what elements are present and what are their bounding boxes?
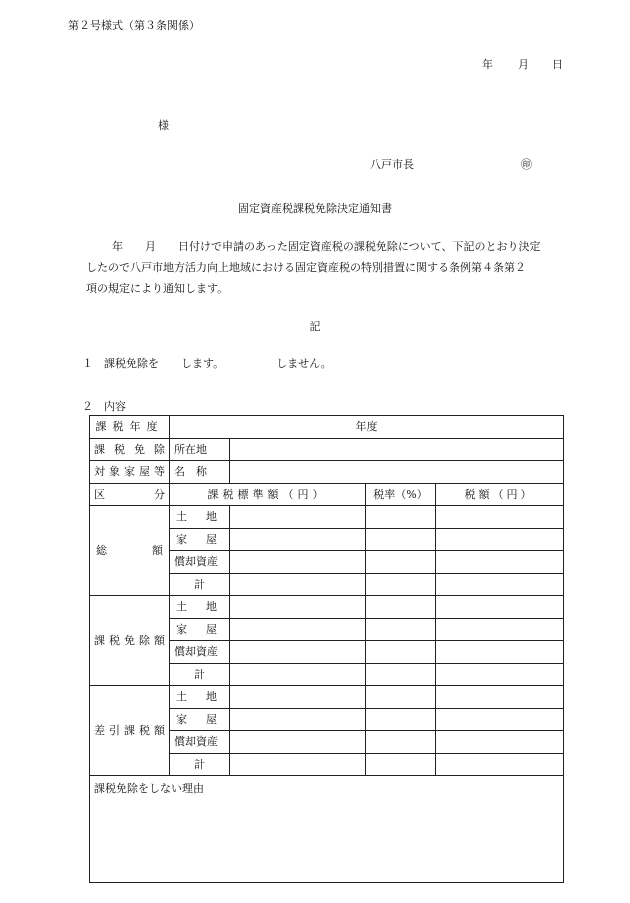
item-1-label: １ 課税免除を [82,357,159,370]
row-label-house: 家屋 [170,618,230,641]
cell-amount [436,618,564,641]
cell-amount [436,596,564,619]
detail-table [89,415,564,883]
table-row [90,461,564,484]
cell-base [230,708,366,731]
header-amount: 税額（円） [436,483,564,506]
header-category: 区 分 [90,483,170,506]
cell-rate [366,641,436,664]
cell-rate [366,506,436,529]
cell-base [230,573,366,596]
location-label: 所在地 [170,438,230,461]
cell-base [230,528,366,551]
cell-base [230,551,366,574]
cell-amount [436,686,564,709]
tax-year-value: 年度 [170,416,564,439]
cell-rate [366,708,436,731]
item-1-option-yes: します。 [181,357,225,370]
addressee-suffix: 様 [158,119,169,132]
seal-mark: ㊞ [521,158,532,171]
cell-rate [366,528,436,551]
row-label-depreciable: 償却資産 [170,551,230,574]
cell-rate [366,663,436,686]
table-row [90,416,564,439]
section-label-net: 差引課税額 [90,686,170,776]
header-rate: 税率（%） [366,483,436,506]
document-title: 固定資産税課税免除決定通知書 [238,202,392,215]
cell-amount [436,663,564,686]
cell-rate [366,618,436,641]
cell-rate [366,686,436,709]
exempt-property-label-1: 課税免除 [90,438,170,461]
cell-rate [366,596,436,619]
form-number: 第２号様式（第３条関係） [68,19,200,32]
date-month: 月 [518,58,529,71]
cell-amount [436,551,564,574]
item-2-label: ２ 内容 [82,400,126,413]
date-line [482,58,563,72]
cell-amount [436,506,564,529]
row-label-subtotal: 計 [170,663,230,686]
table-row [90,596,564,619]
row-label-depreciable: 償却資産 [170,731,230,754]
table-header-row [90,483,564,506]
cell-amount [436,573,564,596]
table-row [90,438,564,461]
cell-base [230,663,366,686]
cell-base [230,753,366,776]
section-label-exempt: 課税免除額 [90,596,170,686]
cell-base [230,686,366,709]
header-base: 課税標準額（円） [170,483,366,506]
cell-base [230,731,366,754]
row-label-house: 家屋 [170,708,230,731]
issuer: 八戸市長 [370,158,414,171]
cell-base [230,641,366,664]
row-label-land: 土地 [170,596,230,619]
cell-rate [366,573,436,596]
cell-base [230,618,366,641]
exempt-property-label-2: 対象家屋等 [90,461,170,484]
cell-rate [366,731,436,754]
cell-amount [436,708,564,731]
date-day: 日 [552,58,563,71]
cell-amount [436,731,564,754]
tax-year-label: 課税年度 [90,416,170,439]
location-value [230,438,564,461]
item-1 [82,357,332,371]
reason-label: 課税免除をしない理由 [90,776,564,883]
item-1-option-no: しません。 [276,357,332,370]
date-year: 年 [482,58,493,71]
body-line-2: したので八戸市地方活力向上地域における固定資産税の特別措置に関する条例第４条第２ [86,261,526,274]
body-text [86,236,568,299]
cell-base [230,506,366,529]
row-label-subtotal: 計 [170,573,230,596]
section-label-total: 総額 [90,506,170,596]
body-line-3: 項の規定により通知します。 [86,282,229,295]
cell-amount [436,641,564,664]
table-row [90,506,564,529]
name-value [230,461,564,484]
cell-base [230,596,366,619]
body-line-1: 年 月 日付けで申請のあった固定資産税の課税免除について、下記のとおり決定 [112,240,541,253]
table-row [90,686,564,709]
row-label-house: 家屋 [170,528,230,551]
cell-amount [436,753,564,776]
cell-amount [436,528,564,551]
row-label-subtotal: 計 [170,753,230,776]
row-label-land: 土地 [170,506,230,529]
row-label-depreciable: 償却資産 [170,641,230,664]
cell-rate [366,753,436,776]
row-label-land: 土地 [170,686,230,709]
reason-row [90,776,564,883]
cell-rate [366,551,436,574]
name-label: 名 称 [170,461,230,484]
ki-heading: 記 [309,320,321,333]
